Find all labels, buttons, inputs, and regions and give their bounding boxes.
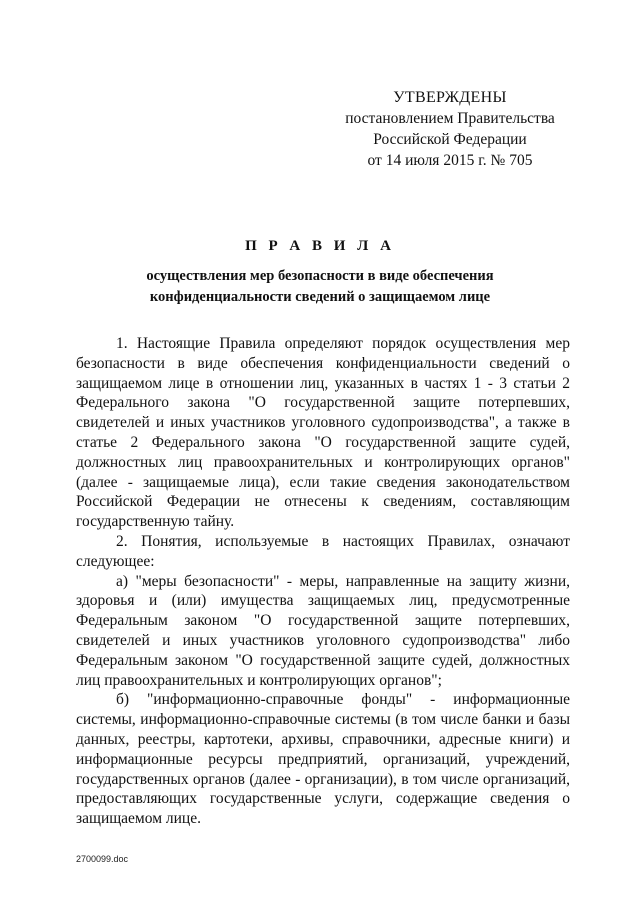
paragraph-2b: б) "информационно-справочные фонды" - информационные системы, информационно-справочные системы (в том числе банки и базы данных, реестры, картотеки, архивы, справочники, адресные книги) и информационные ресурсы предприятий, организаций, учреждений, государственных органов (далее - организации), в том числе организаций, предоставляющих государственные услуги, содержащие сведения о защищаемом лице. bbox=[76, 691, 570, 828]
document-title-block bbox=[70, 238, 570, 308]
document-subtitle-line-1: осуществления мер безопасности в виде обеспечения bbox=[146, 268, 494, 284]
document-title: П Р А В И Л А bbox=[245, 238, 395, 254]
approval-line-2: Российской Федерации bbox=[373, 131, 527, 148]
document-subtitle bbox=[70, 266, 570, 308]
paragraph-2: 2. Понятия, используемые в настоящих Правилах, означают следующее: bbox=[76, 532, 570, 570]
approval-line-1: постановлением Правительства bbox=[345, 110, 555, 127]
document-subtitle-line-2: конфиденциальности сведений о защищаемом лице bbox=[149, 289, 491, 305]
paragraph-2a: а) "меры безопасности" - меры, направленные на защиту жизни, здоровья и (или) имущества защищаемых лиц, предусмотренные Федеральным законом "О государственной защите потерпевших, свидетелей и иных участников уголовного судопроизводства" либо Федеральным законом "О государственной защите судей, должностных лиц правоохранительных и контролирующих органов"; bbox=[76, 572, 570, 689]
approval-stamp bbox=[330, 87, 570, 171]
footer-filename: 2700099.doc bbox=[76, 854, 129, 864]
approval-line-3: от 14 июля 2015 г. № 705 bbox=[367, 152, 533, 169]
approval-heading: УТВЕРЖДЕНЫ bbox=[393, 89, 507, 106]
document-body bbox=[76, 334, 570, 829]
paragraph-1: 1. Настоящие Правила определяют порядок осуществления мер безопасности в виде обеспечения конфиденциальности сведений о защищаемом лице в отношении лиц, указанных в частях 1 - 3 статьи 2 Федерального закона "О государственной защите потерпевших, свидетелей и иных участников уголовного судопроизводства", а также в статье 2 Федерального закона "О государственной защите судей, должностных лиц правоохранительных и контролирующих органов" (далее - защищаемые лица), если такие сведения законодательством Российской Федерации не отнесены к сведениям, составляющим государственную тайну. bbox=[76, 335, 570, 531]
